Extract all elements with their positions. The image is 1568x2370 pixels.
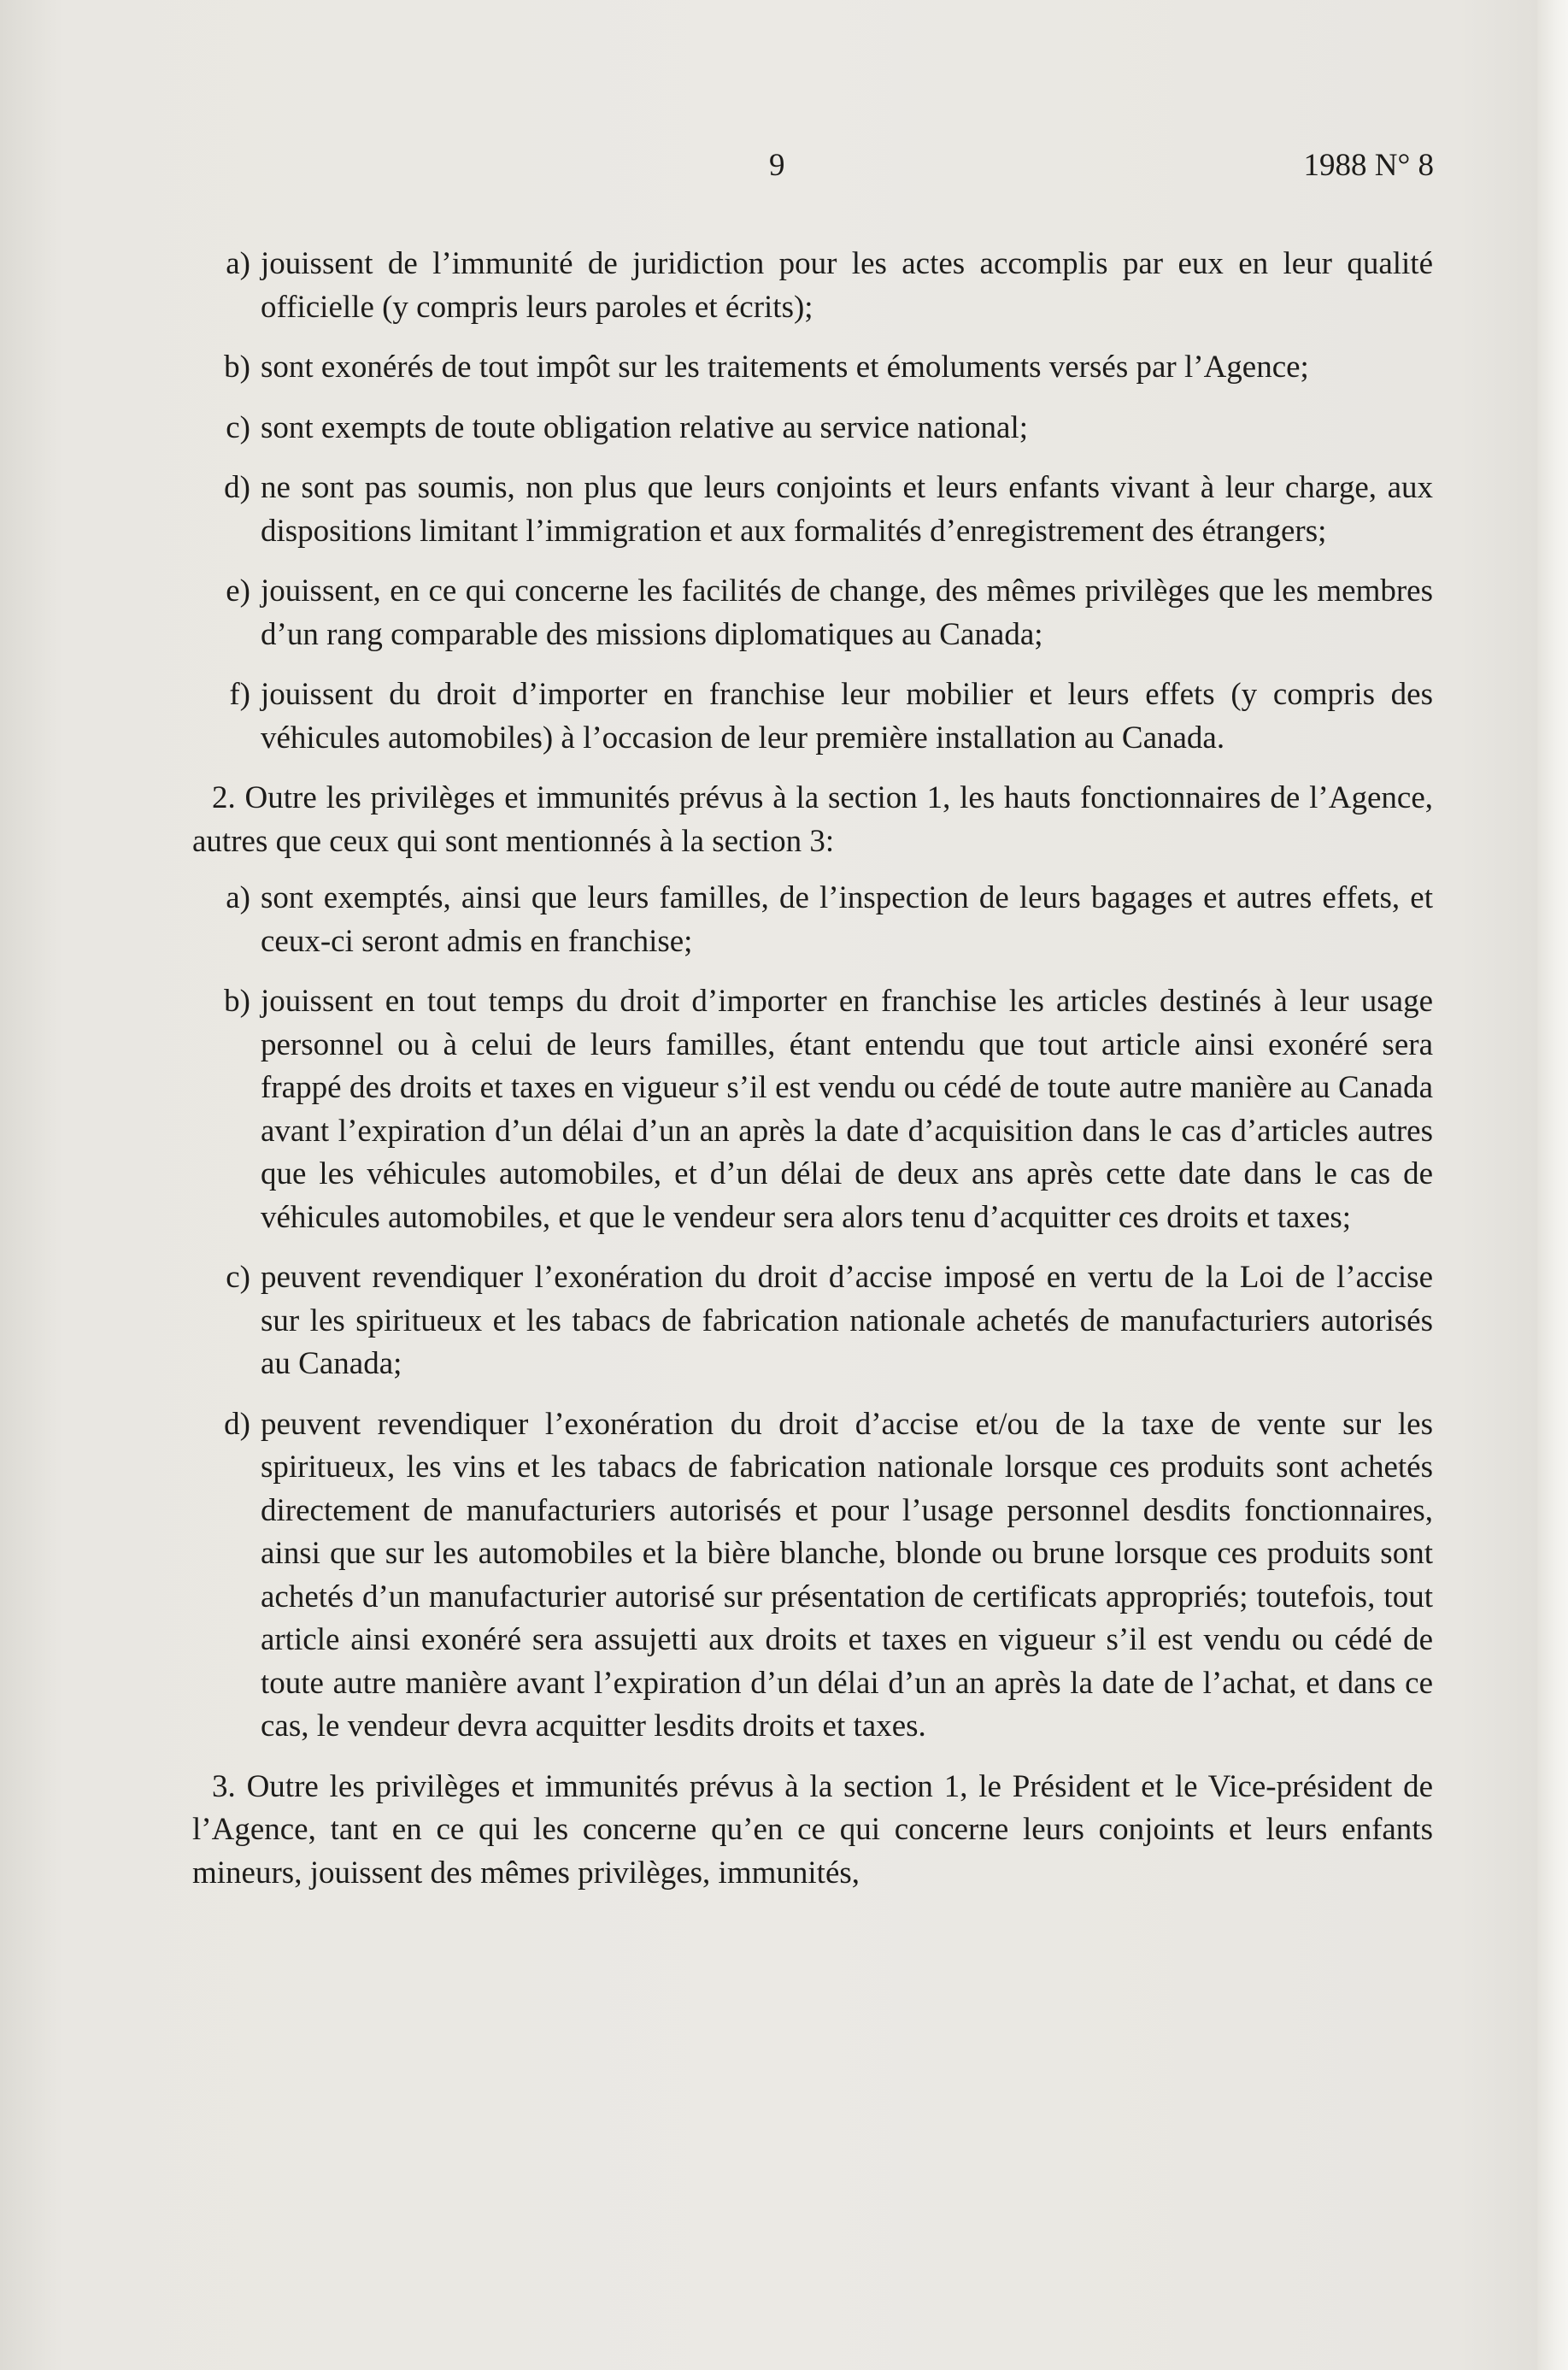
list-item [192, 877, 1433, 963]
section-2-paragraph: 2. Outre les privilèges et immunités prévus à la section 1, les hauts fonctionnaires de l’Agence, autres que ceux qui sont mentionnés à la section 3: [192, 780, 1433, 859]
item-text: jouissent de l’immunité de juridiction pour les actes accomplis par eux en leur qualité officielle (y compris leurs paroles et écrits); [261, 246, 1433, 325]
section-3-paragraph: 3. Outre les privilèges et immunités prévus à la section 1, le Président et le Vice-président de l’Agence, tant en ce qui les concerne qu’en ce qui concerne leurs conjoints et leurs enfants mineurs, jouissent des mêmes privilèges, immunités, [192, 1768, 1433, 1891]
list-item [192, 570, 1433, 656]
item-text: ne sont pas soumis, non plus que leurs conjoints et leurs enfants vivant à leur charge, aux dispositions limitant l’immigration et aux formalités d’enregistrement des étrangers; [261, 470, 1433, 549]
document-body [192, 243, 1433, 1908]
item-text: peuvent revendiquer l’exonération du droit d’accise et/ou de la taxe de vente sur les spiritueux, les vins et les tabacs de fabrication nationale lorsque ces produits sont achetés directement de manufacturiers autorisés et pour l’usage personnel desdits fonctionnaires, ainsi que sur les automobiles et la bière blanche, blonde ou brune lorsque ces produits sont achetés d’un manufacturier autorisé sur présentation de certificats appropriés; toutefois, tout article ainsi exonéré sera assujetti aux droits et taxes en vigueur s’il est vendu ou cédé de toute autre manière avant l’expiration d’un délai d’un an après la date de l’achat, et dans ce cas, le vendeur devra acquitter lesdits droits et taxes. [261, 1406, 1433, 1744]
list-item [192, 407, 1433, 450]
list-item [192, 467, 1433, 553]
item-label: f) [229, 677, 250, 712]
list-item [192, 980, 1433, 1239]
list-item [192, 1256, 1433, 1386]
item-label: b) [224, 984, 250, 1019]
item-label: e) [226, 573, 250, 609]
item-label: d) [224, 1406, 250, 1442]
item-text: sont exemptés, ainsi que leurs familles, de l’inspection de leurs bagages et autres effets, et ceux-ci seront admis en franchise; [261, 880, 1433, 959]
item-text: sont exonérés de tout impôt sur les traitements et émoluments versés par l’Agence; [261, 350, 1309, 385]
item-label: a) [226, 246, 250, 281]
item-label: c) [226, 409, 250, 445]
item-text: sont exempts de toute obligation relative au service national; [261, 409, 1029, 445]
page-header [0, 147, 1568, 198]
item-label: b) [224, 350, 250, 385]
list-item [192, 1403, 1433, 1749]
list-item [192, 243, 1433, 329]
item-text: jouissent, en ce qui concerne les facilités de change, des mêmes privilèges que les membres d’un rang comparable des missions diplomatiques au Canada; [261, 573, 1433, 652]
item-text: peuvent revendiquer l’exonération du droit d’accise imposé en vertu de la Loi de l’accise sur les spiritueux et les tabacs de fabrication nationale achetés de manufacturiers autorisés au Canada; [261, 1260, 1433, 1381]
document-identifier: 1988 N° 8 [1303, 148, 1434, 183]
item-text: jouissent du droit d’importer en franchise leur mobilier et leurs effets (y compris des véhicules automobiles) à l’occasion de leur première installation au Canada. [261, 677, 1433, 756]
page-edge [1537, 0, 1568, 2370]
item-label: a) [226, 880, 250, 915]
list-item [192, 346, 1433, 390]
item-text: jouissent en tout temps du droit d’importer en franchise les articles destinés à leur usage personnel ou à celui de leurs familles, étant entendu que tout article ainsi exonéré sera frappé des droits et taxes en vigueur s’il est vendu ou cédé de toute autre manière au Canada avant l’expiration d’un délai d’un an après la date d’acquisition dans le cas d’articles autres que les véhicules automobiles, et d’un délai de deux ans après cette date dans le cas de véhicules automobiles, et que le vendeur sera alors tenu d’acquitter ces droits et taxes; [261, 984, 1433, 1235]
list-item [192, 673, 1433, 760]
page-number: 9 [769, 148, 785, 183]
item-label: d) [224, 470, 250, 505]
item-label: c) [226, 1260, 250, 1295]
